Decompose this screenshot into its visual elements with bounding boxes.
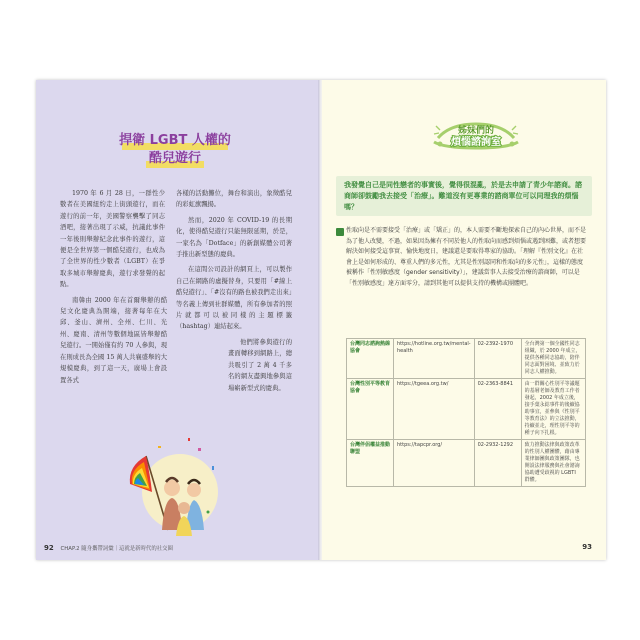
right-page: [322, 80, 606, 560]
org-name: 台灣伴侶權益推動聯盟: [347, 440, 394, 487]
badge-line-1: 姊妹們的: [457, 126, 495, 136]
org-url[interactable]: https://hotline.org.tw/mental-health: [394, 339, 475, 379]
org-url[interactable]: https://tgeea.org.tw/: [394, 379, 475, 440]
org-description: 全台灣第一個全國性同志組織，於 2000 年成立，提供各種同志協助，陪伴同志面對困境、並致力於同志人權推動。: [521, 339, 585, 379]
org-phone: 02-2392-1970: [474, 339, 521, 379]
question-box: [336, 176, 592, 216]
answer-marker-icon: [336, 228, 344, 236]
table-row: [347, 339, 586, 379]
paragraph: 然而，2020 年 COVID-19 的長期化，使得酷兒遊行只能無限延期，於是，一家名為「Dotface」的新創媒體公司著手推出新型態的慶典。: [176, 216, 292, 259]
paragraph: 南韓由 2000 年在首爾舉辦的酷兒文化慶典為開端，接著每年在大邱、釜山、濟州、全州、仁川、光州、慶南、清州等數個地區皆舉辦酷兒遊行。一開始僅有約 70 人參與，現在則成長為全國 15 萬人共襄盛舉的大規模慶典，到了這一天，廣場上會設置各式: [60, 296, 167, 384]
table-row: [347, 440, 586, 487]
paragraph: 1970 年 6 月 28 日，一群性少數者在美國紐約走上街頭遊行，而在遊行的前一年，美國警察襲擊了同志酒吧，接著出現了示威，抗議此事件一年後則舉辦紀念此事件的遊行，這便是全世界第一個酷兒遊行，也成為了全世界的性少數者（LGBT）在爭取多城市舉辦慶典，遊行求發聲的起點。: [60, 190, 165, 289]
org-description: 由一群關心性別平等議題的基層老師及教育工作者發起，2002 年成立後，接手葉永鋕事件的後續協助事宜，並參與《性別平等教育法》的立法推動，持續並走，理性別平等的種子向下扎根。: [521, 379, 585, 440]
page-number: 93: [582, 543, 592, 551]
org-url[interactable]: https://tapcpr.org/: [394, 440, 475, 487]
org-description: 致力推動法律與政策改革的性別人權團體，藉由專業律師團與政策團隊，也開設法律服務與社會諮詢協助遭受歧視的 LGBTI 群體。: [521, 440, 585, 487]
text-column-left: [60, 188, 165, 390]
org-name: 台灣同志諮詢熱線協會: [347, 339, 394, 379]
org-name: 台灣性別平等教育協會: [347, 379, 394, 440]
book-spread: [36, 80, 606, 560]
paragraph: 在這間公司設計的網頁上，可以製作自己在網路的虛擬替身，只要用「#線上酷兒遊行」、「#沒有的路也被我們走出來」等名義上傳到社群媒體，所有參加者的照片就都可以被同樣的主題標籤（hashtag）連結起來。: [176, 266, 292, 331]
table-row: [347, 379, 586, 440]
answer-text: 性取向是不需要接受「治療」或「矯正」的，本人需要不斷地探索自己的內心世界，而不是為了他人改變，不過，如果因為擁有不同於他人的性取向而感到煩惱或遇到困難，或者想要解決如何接受這事實、愉快地度日，建議還是要取得專家的協助。「理解『性別文化』在社會上是如何形成的、尊重人們的多元性，尤其是性別認同和性取向的多元性」，這樣的態度被稱作「性別敏感度（gender sensitivity）」，建議當事人去接受治療的諮商師，可以是「性別敏感度」達方面零分，請到其他可以提供支持的機構或團體吧。: [346, 227, 587, 287]
badge-line-2: 煩惱諮詢室: [451, 137, 501, 148]
resources-table: [346, 338, 586, 487]
page-number: 92: [44, 544, 54, 552]
left-page: [36, 80, 320, 560]
sisters-counseling-badge: [430, 118, 522, 154]
article-title: [102, 132, 248, 182]
org-phone: 02-2932-1292: [474, 440, 521, 487]
parade-illustration: [128, 426, 218, 536]
page-footer: [44, 544, 173, 552]
question-text: 我發覺自己是同性戀者的事實後，覺得很混亂，於是去申請了青少年諮商。諮商師卻鼓勵我去接受「治療」。難道沒有更專業的諮商單位可以同理我的煩惱嗎？: [344, 181, 582, 211]
paragraph: 他們將參與遊行的畫面轉移到網路上，總共吸引了 2 萬 4 千多名的網友盡興地參與這場嶄新型式的慶典。: [228, 338, 292, 392]
paragraph: 各樣的活動攤位，舞台和演出，象徵酷兒的彩虹旗飄揚。: [176, 190, 292, 209]
org-phone: 02-2363-8841: [474, 379, 521, 440]
title-line-2: 酷兒遊行: [148, 151, 201, 166]
text-column-right: [176, 188, 292, 398]
title-line-1: 捍衛 LGBT 人權的: [119, 133, 231, 148]
running-footer: CHAP.2 隨身攜帶詞彙｜這就是新時代的社交圈: [60, 546, 173, 552]
